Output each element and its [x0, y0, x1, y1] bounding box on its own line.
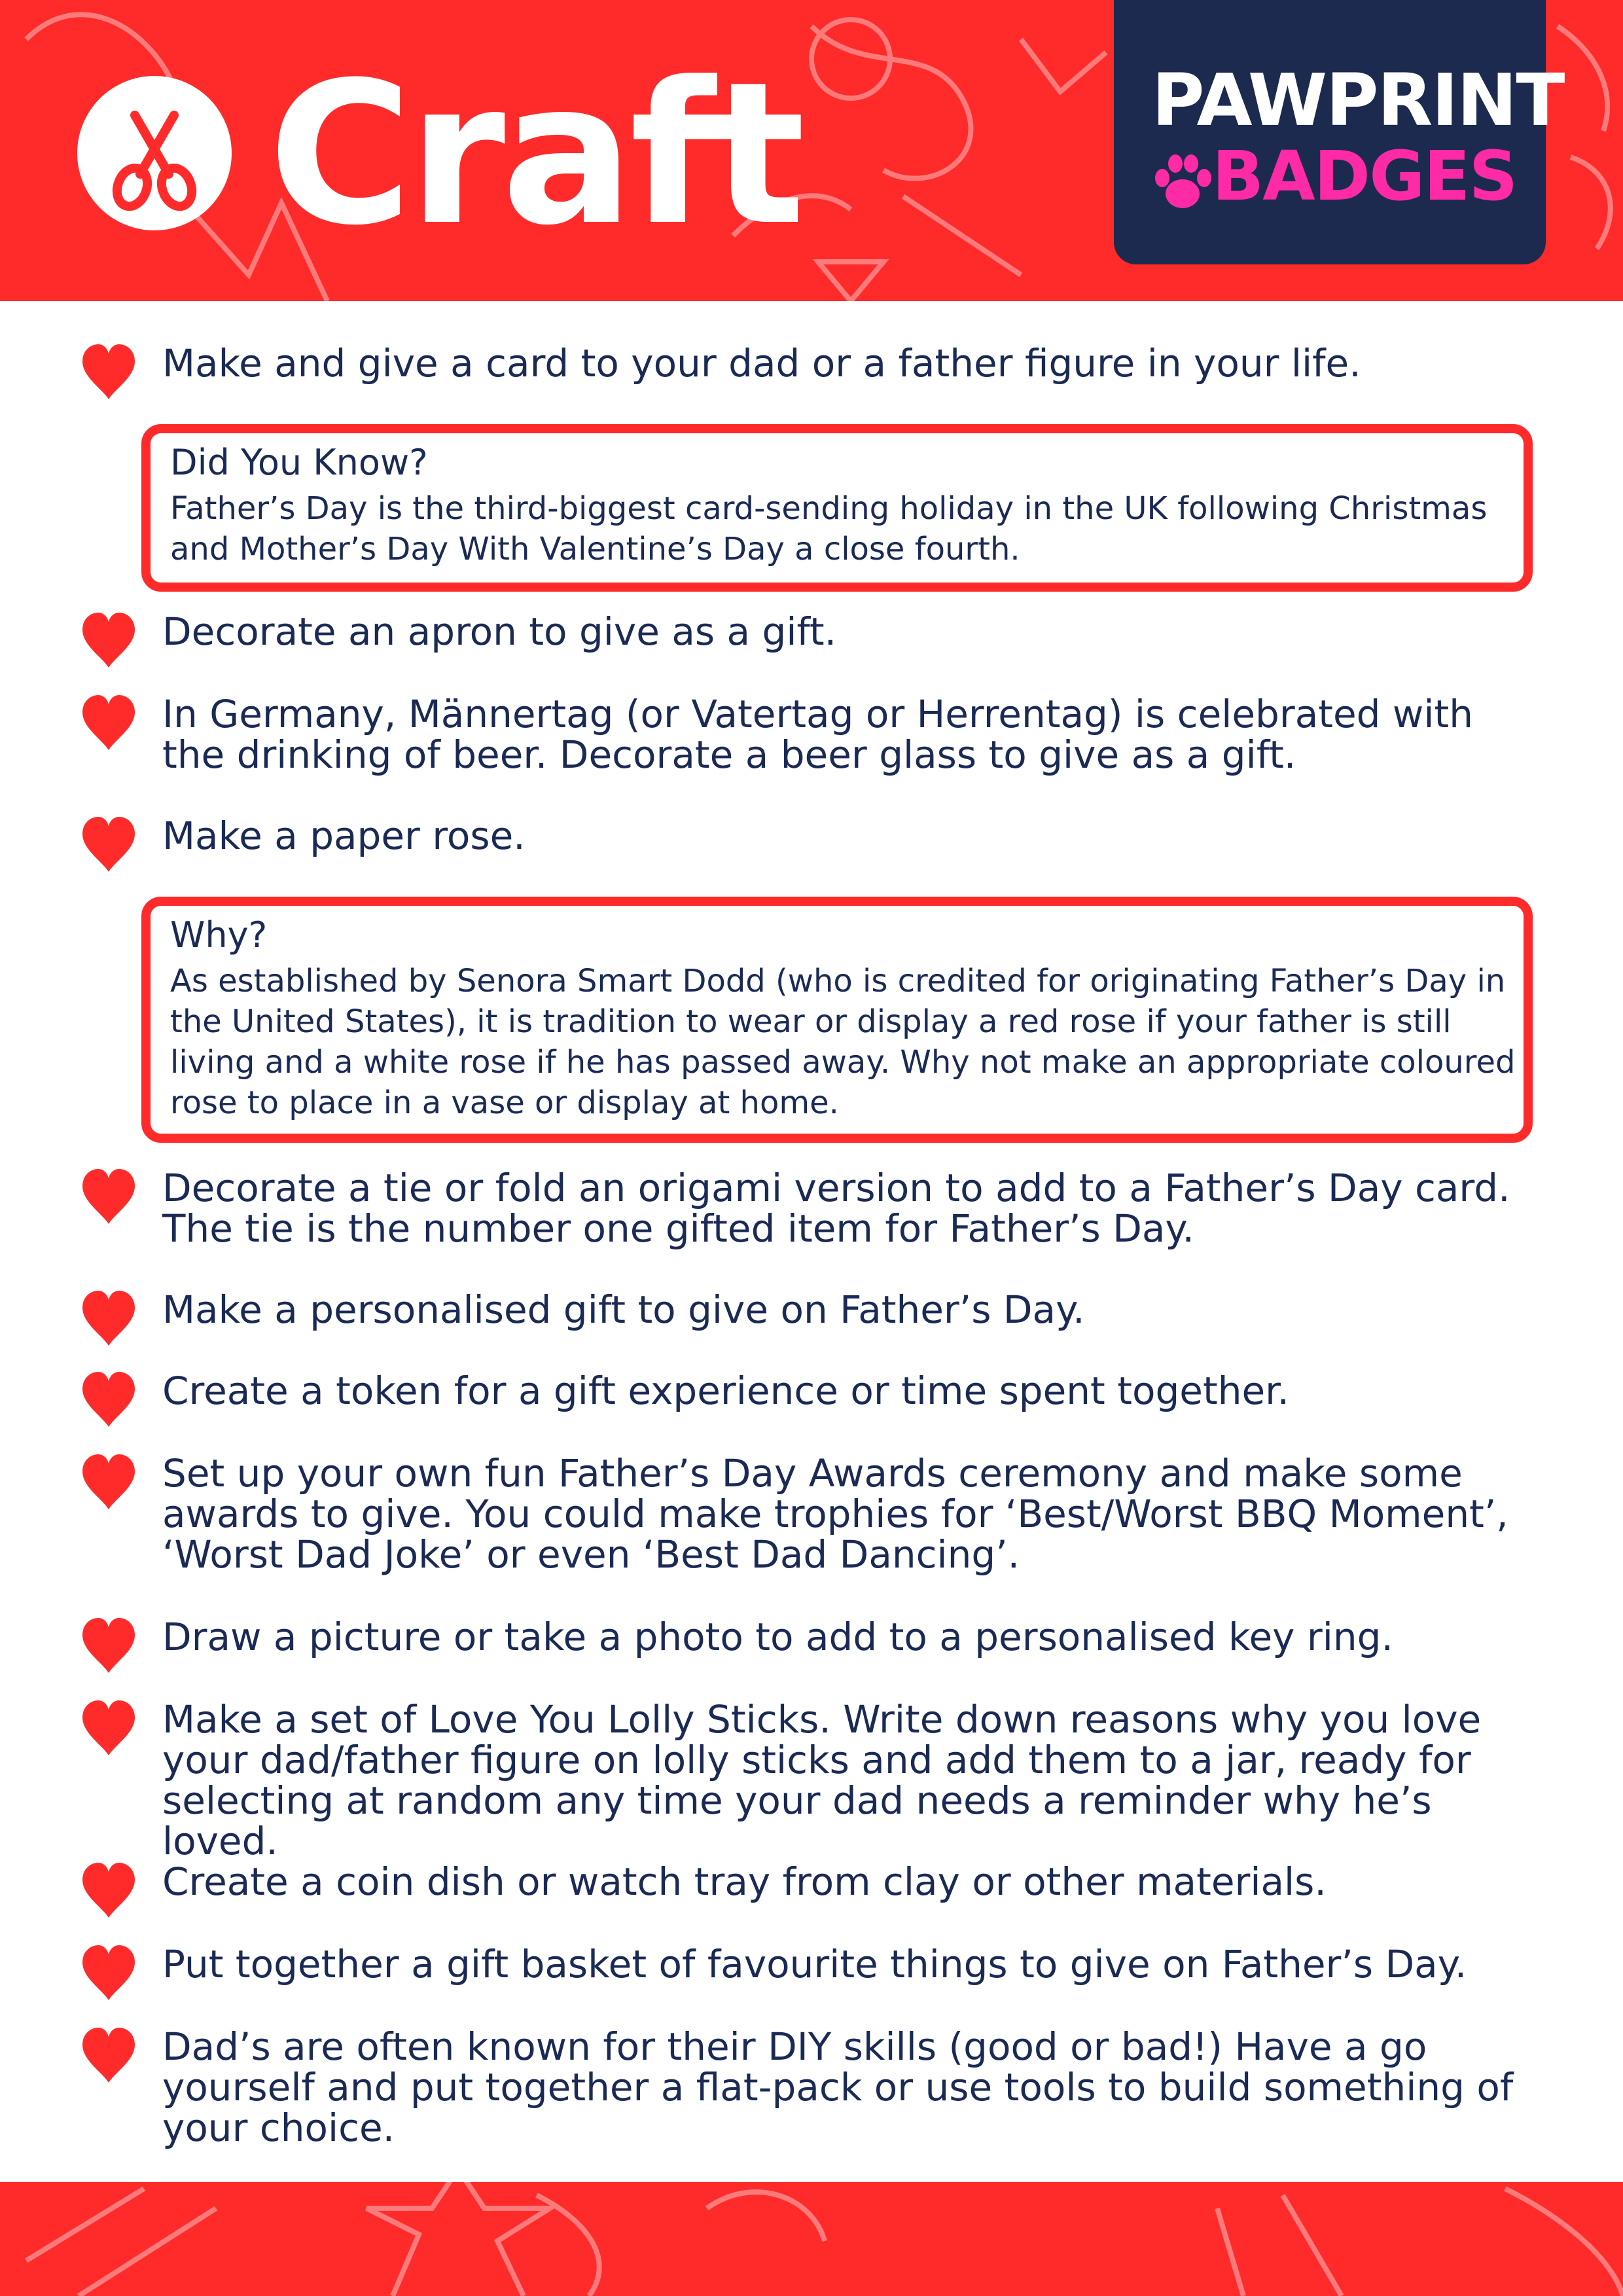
paw-icon	[1152, 154, 1213, 213]
callout-body: Father’s Day is the third-biggest card-sending holiday in the UK following Christmas and Mother’s Day With Valentine’s Day a close fourth.	[170, 490, 1488, 567]
item-text: Decorate an apron to give as a gift.	[162, 609, 837, 654]
heart-icon	[81, 1371, 136, 1429]
callout-body: As established by Senora Smart Dodd (who is credited for originating Father’s Day in the United States), it is tradition to wear or display a red rose if your father is still living and a white rose if he has passed away. Why not make an appropriate coloured rose to place in a vase or display at home.	[170, 963, 1516, 1121]
item-text: In Germany, Männertag (or Vatertag or Herrentag) is celebrated with the drinking of beer. Decorate a beer glass to give as a gift.	[162, 692, 1473, 777]
heart-icon	[81, 1617, 136, 1676]
item-text: Draw a picture or take a photo to add to a personalised key ring.	[162, 1615, 1393, 1659]
heart-icon	[81, 1168, 136, 1227]
header-banner	[0, 0, 1623, 301]
item-text: Decorate a tie or fold an origami version to add to a Father’s Day card. The tie is the number one gifted item for Father’s Day.	[162, 1166, 1510, 1251]
footer-doodle-pattern	[0, 2182, 1623, 2296]
logo-line2: BADGES	[1212, 136, 1517, 216]
heart-icon	[81, 1289, 136, 1348]
why-callout	[141, 897, 1533, 1143]
heart-icon	[81, 1453, 136, 1512]
heart-icon	[81, 343, 136, 402]
item-text: Make and give a card to your dad or a father figure in your life.	[162, 341, 1361, 386]
item-text: Put together a gift basket of favourite things to give on Father’s Day.	[162, 1942, 1467, 1986]
page-title: Craft	[268, 40, 802, 268]
heart-icon	[81, 816, 136, 874]
footer-banner	[0, 2182, 1623, 2296]
item-text: Create a token for a gift experience or time spent together.	[162, 1369, 1290, 1413]
heart-icon	[81, 694, 136, 753]
item-text: Dad’s are often known for their DIY skills (good or bad!) Have a go yourself and put together a flat-pack or use tools to build something of your choice.	[162, 2024, 1514, 2150]
item-text: Set up your own fun Father’s Day Awards ceremony and make some awards to give. You could make trophies for ‘Best/Worst BBQ Moment’, ‘Worst Dad Joke’ or even ‘Best Dad Dancing’.	[162, 1451, 1508, 1577]
pawprint-badges-logo	[1114, 0, 1564, 264]
heart-icon	[81, 1861, 136, 1920]
item-text: Make a personalised gift to give on Father’s Day.	[162, 1287, 1085, 1332]
item-text: Make a paper rose.	[162, 814, 526, 858]
heart-icon	[81, 2026, 136, 2085]
did-you-know-callout	[141, 424, 1533, 592]
item-text: Make a set of Love You Lolly Sticks. Write down reasons why you love your dad/father figure on lolly sticks and add them to a jar, ready for selecting at random any time your dad needs a reminder why he’s loved.	[162, 1697, 1482, 1863]
heart-icon	[81, 611, 136, 670]
item-text: Create a coin dish or watch tray from clay or other materials.	[162, 1859, 1327, 1904]
callout-heading: Did You Know?	[170, 442, 428, 483]
heart-icon	[81, 1699, 136, 1758]
scissors-icon	[77, 76, 232, 230]
logo-line1: PAWPRINT	[1152, 58, 1564, 142]
callout-heading: Why?	[170, 914, 268, 956]
heart-icon	[81, 1944, 136, 2003]
